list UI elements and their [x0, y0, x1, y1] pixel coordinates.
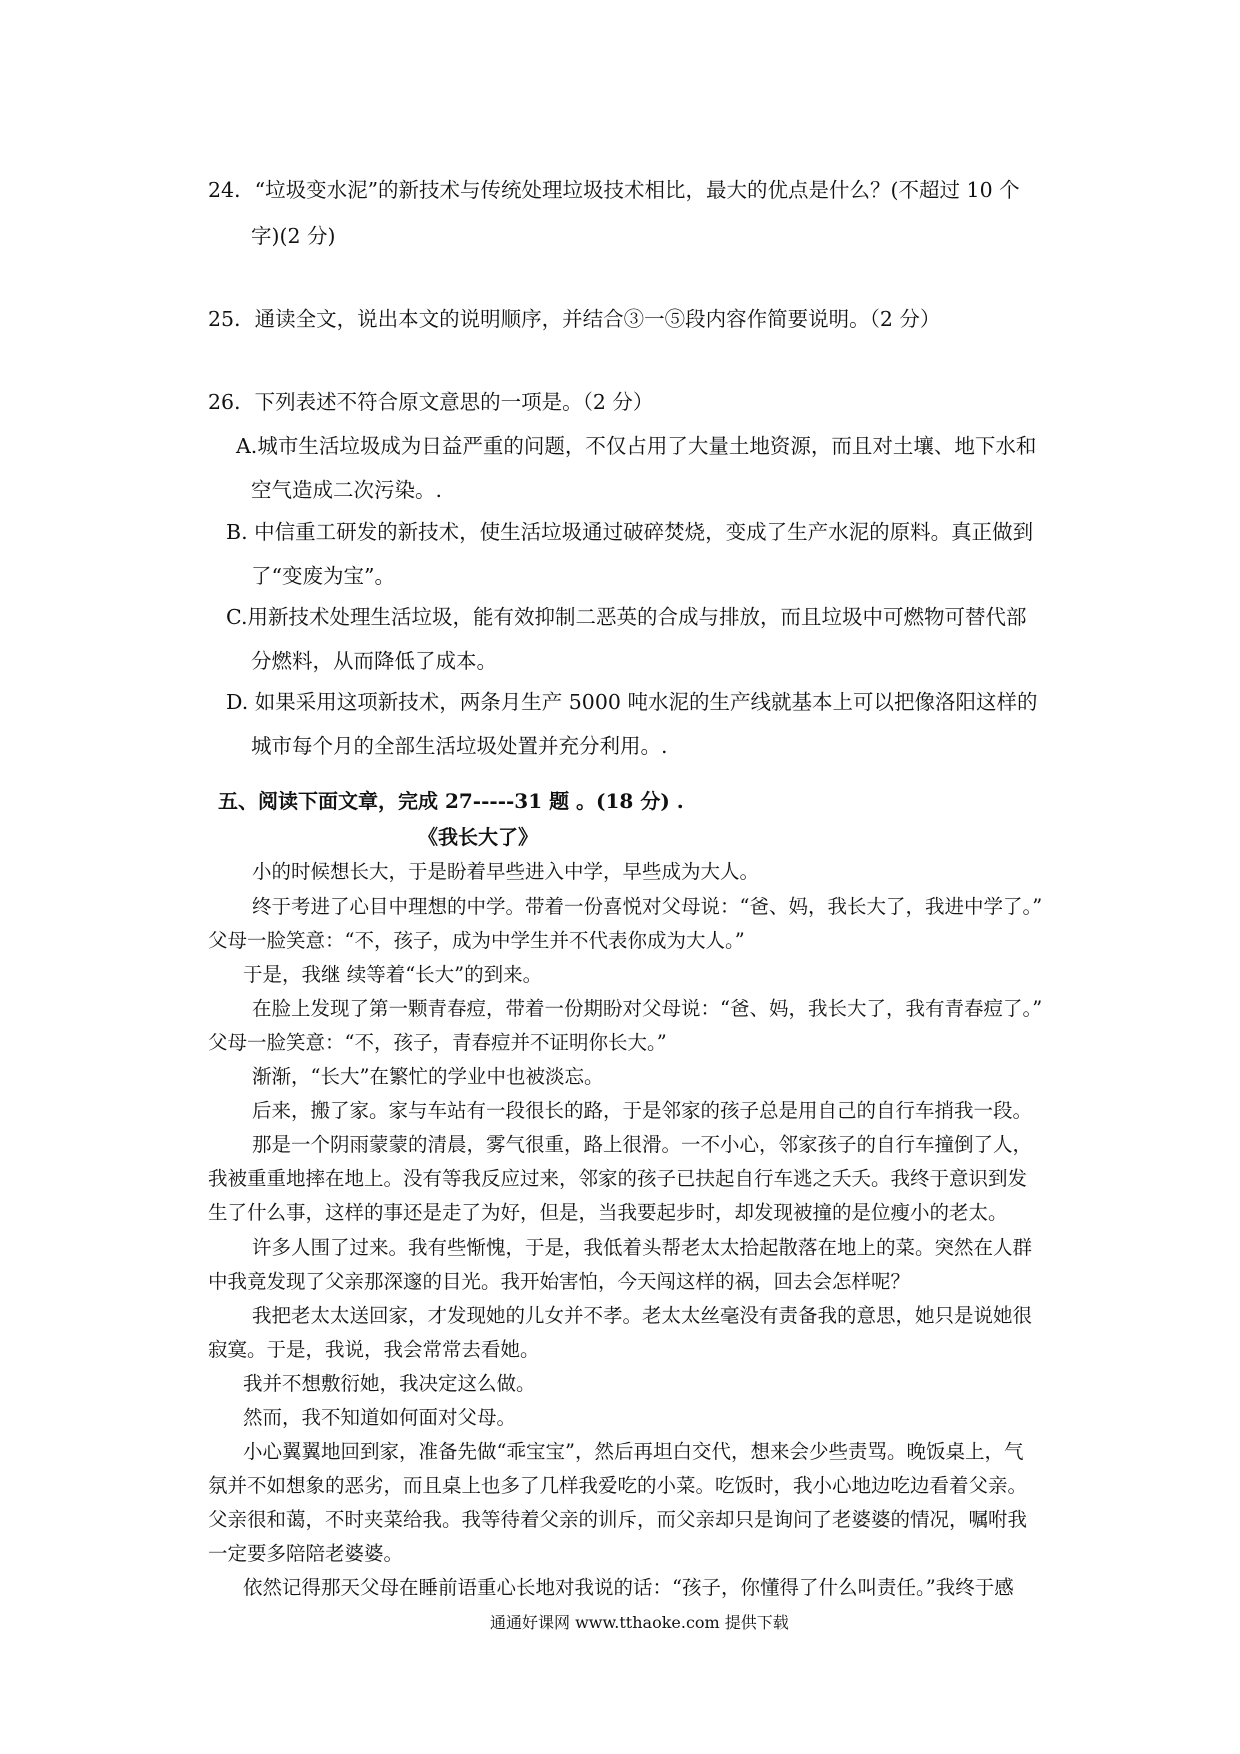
story-line: 父母一脸笑意：“不，孩子，成为中学生并不代表你成为大人。” — [208, 929, 745, 952]
q24-line1: 24．“垃圾变水泥”的新技术与传统处理垃圾技术相比，最大的优点是什么？(不超过 10 个 — [208, 178, 1020, 202]
story-title: 《我长大了》 — [418, 825, 538, 849]
story-line: 一定要多陪陪老婆婆。 — [208, 1542, 404, 1565]
story-line: 父亲很和蔼，不时夹菜给我。我等待着父亲的训斥，而父亲却只是询问了老婆婆的情况，嘱咐我 — [208, 1508, 1028, 1531]
story-line: 许多人围了过来。我有些惭愧，于是，我低着头帮老太太拾起散落在地上的菜。突然在人群 — [252, 1236, 1033, 1259]
story-line: 于是，我继 续等着“长大”的到来。 — [243, 963, 543, 986]
story-line: 生了什么事，这样的事还是走了为好，但是，当我要起步时，却发现被撞的是位瘦小的老太。 — [208, 1201, 1008, 1224]
story-line: 父母一脸笑意：“不，孩子，青春痘并不证明你长大。” — [208, 1031, 667, 1054]
story-line: 渐渐，“长大”在繁忙的学业中也被淡忘。 — [252, 1065, 604, 1088]
story-line: 我并不想敷衍她，我决定这么做。 — [243, 1372, 536, 1395]
q26-stem: 26．下列表述不符合原文意思的一项是。（2 分） — [208, 390, 654, 414]
q24-line2: 字)(2 分) — [251, 224, 336, 248]
story-line: 寂寞。于是，我说，我会常常去看她。 — [208, 1338, 540, 1361]
q26-option-a-line2: 空气造成二次污染。. — [251, 478, 443, 502]
story-line: 终于考进了心目中理想的中学。带着一份喜悦对父母说：“爸、妈，我长大了，我进中学了。” — [252, 895, 1043, 918]
q26-option-b-line2: 了“变废为宝”。 — [251, 564, 395, 588]
q26-option-c-line2: 分燃料，从而降低了成本。 — [251, 649, 497, 673]
q26-option-c-line1: C.用新技术处理生活垃圾，能有效抑制二恶英的合成与排放，而且垃圾中可燃物可替代部 — [226, 605, 1027, 629]
story-line: 中我竟发现了父亲那深邃的目光。我开始害怕，今天闯这样的祸，回去会怎样呢？ — [208, 1270, 911, 1293]
story-line: 氛并不如想象的恶劣，而且桌上也多了几样我爱吃的小菜。吃饭时，我小心地边吃边看着父亲。 — [208, 1474, 1028, 1497]
story-line: 那是一个阴雨蒙蒙的清晨，雾气很重，路上很滑。一不小心，邻家孩子的自行车撞倒了人， — [252, 1133, 1033, 1156]
q26-option-d-line2: 城市每个月的全部生活垃圾处置并充分利用。. — [251, 734, 668, 758]
section5-heading: 五、阅读下面文章，完成 27-----31 题 。(18 分) . — [218, 789, 684, 813]
q25-line1: 25．通读全文，说出本文的说明顺序，并结合③一⑤段内容作简要说明。（2 分） — [208, 307, 941, 331]
q26-option-b-line1: B. 中信重工研发的新技术，使生活垃圾通过破碎焚烧，变成了生产水泥的原料。真正做到 — [226, 520, 1034, 544]
story-line: 小心翼翼地回到家，准备先做“乖宝宝”，然后再坦白交代，想来会少些责骂。晚饭桌上，气 — [243, 1440, 1024, 1463]
story-line: 我把老太太送回家，才发现她的儿女并不孝。老太太丝毫没有责备我的意思，她只是说她很 — [252, 1304, 1033, 1327]
story-line: 后来，搬了家。家与车站有一段很长的路，于是邻家的孩子总是用自己的自行车捎我一段。 — [252, 1099, 1033, 1122]
story-line: 在脸上发现了第一颗青春痘，带着一份期盼对父母说：“爸、妈，我长大了，我有青春痘了。” — [252, 997, 1043, 1020]
story-line: 依然记得那天父母在睡前语重心长地对我说的话：“孩子，你懂得了什么叫责任。”我终于感 — [243, 1576, 1014, 1599]
story-line: 小的时候想长大，于是盼着早些进入中学，早些成为大人。 — [252, 860, 760, 883]
story-line: 我被重重地摔在地上。没有等我反应过来，邻家的孩子已扶起自行车逃之夭夭。我终于意识到发 — [208, 1167, 1028, 1190]
page-footer: 通通好课网 www.tthaoke.com 提供下载 — [490, 1613, 789, 1632]
q26-option-d-line1: D. 如果采用这项新技术，两条月生产 5000 吨水泥的生产线就基本上可以把像洛阳这样的 — [226, 690, 1038, 714]
story-line: 然而，我不知道如何面对父母。 — [243, 1406, 517, 1429]
q26-option-a-line1: A.城市生活垃圾成为日益严重的问题，不仅占用了大量土地资源，而且对土壤、地下水和 — [236, 434, 1037, 458]
